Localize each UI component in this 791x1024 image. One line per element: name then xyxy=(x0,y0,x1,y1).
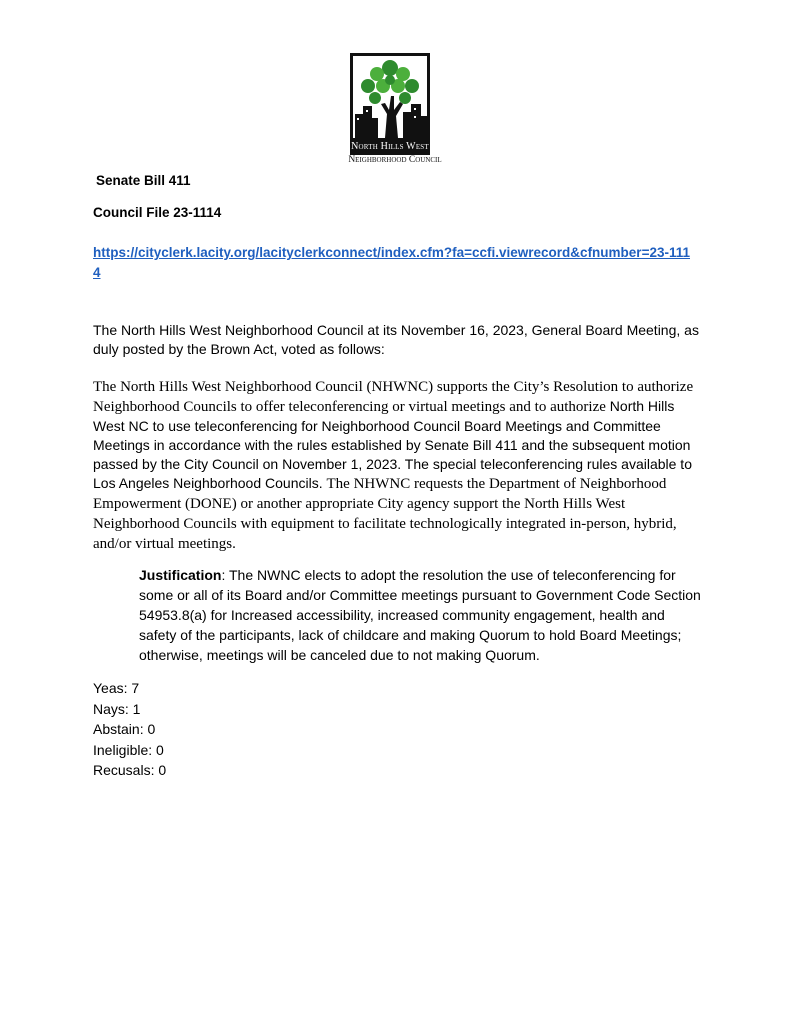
logo-name-line2: Neighborhood Council xyxy=(348,155,442,165)
justification-paragraph xyxy=(139,565,701,665)
council-file: Council File 23-1114 xyxy=(93,205,222,220)
tree-icon xyxy=(353,56,427,138)
vote-tally xyxy=(93,678,703,781)
vote-ineligible: Ineligible: 0 xyxy=(93,741,164,758)
justification-text: : The NWNC elects to adopt the resolution the use of teleconferencing for some or all of its Board and/or Committee meetings pursuant to Government Code Section 54953.8(a) for Increased accessibility, increased community engagement, health and safety of the participants, lack of childcare and making Quorum to hold Board Meetings; otherwise, meetings will be canceled due to not making Quorum. xyxy=(139,567,701,663)
vote-abstain: Abstain: 0 xyxy=(93,721,156,737)
logo-name-line1: North Hills West xyxy=(350,139,430,155)
intro-paragraph: The North Hills West Neighborhood Council at its November 16, 2023, General Board Meeting, as duly posted by the Brown Act, voted as follows: xyxy=(93,322,699,357)
tree-city-emblem xyxy=(350,53,430,141)
vote-recusals: Recusals: 0 xyxy=(93,762,167,778)
motion-text-part3: The NHWNC requests the Department of Neighborhood Empowerment (DONE) or another appropriate City agency support the North Hills West Neighborhood Councils with equipment to facilitate technologically integrated in-person, hybrid, and/or virtual meetings. xyxy=(93,476,677,552)
document-title: Senate Bill 411 xyxy=(96,173,191,188)
justification-label: Justification xyxy=(139,567,222,583)
council-file-link[interactable]: https://cityclerk.lacity.org/lacityclerkconnect/index.cfm?fa=ccfi.viewrecord&cfnumber=23-1114 xyxy=(93,245,690,280)
vote-yeas: Yeas: 7 xyxy=(93,680,140,696)
motion-text-part2: North Hills West NC to use teleconferencing for Neighborhood Council Board Meetings and Committee Meetings in accordance with the rules established by Senate Bill 411 and the subsequent motion passed by the City Council on November 1, 2023. The special teleconferencing rules available to Los Angeles Neighborhood Councils. xyxy=(93,398,692,491)
motion-paragraph xyxy=(93,377,705,554)
nc-logo xyxy=(339,48,451,168)
vote-nays: Nays: 1 xyxy=(93,700,141,717)
motion-text-part1: The North Hills West Neighborhood Council (NHWNC) supports the City’s Resolution to authorize Neighborhood Councils to offer teleconferencing or virtual meetings and to authorize xyxy=(93,379,694,415)
